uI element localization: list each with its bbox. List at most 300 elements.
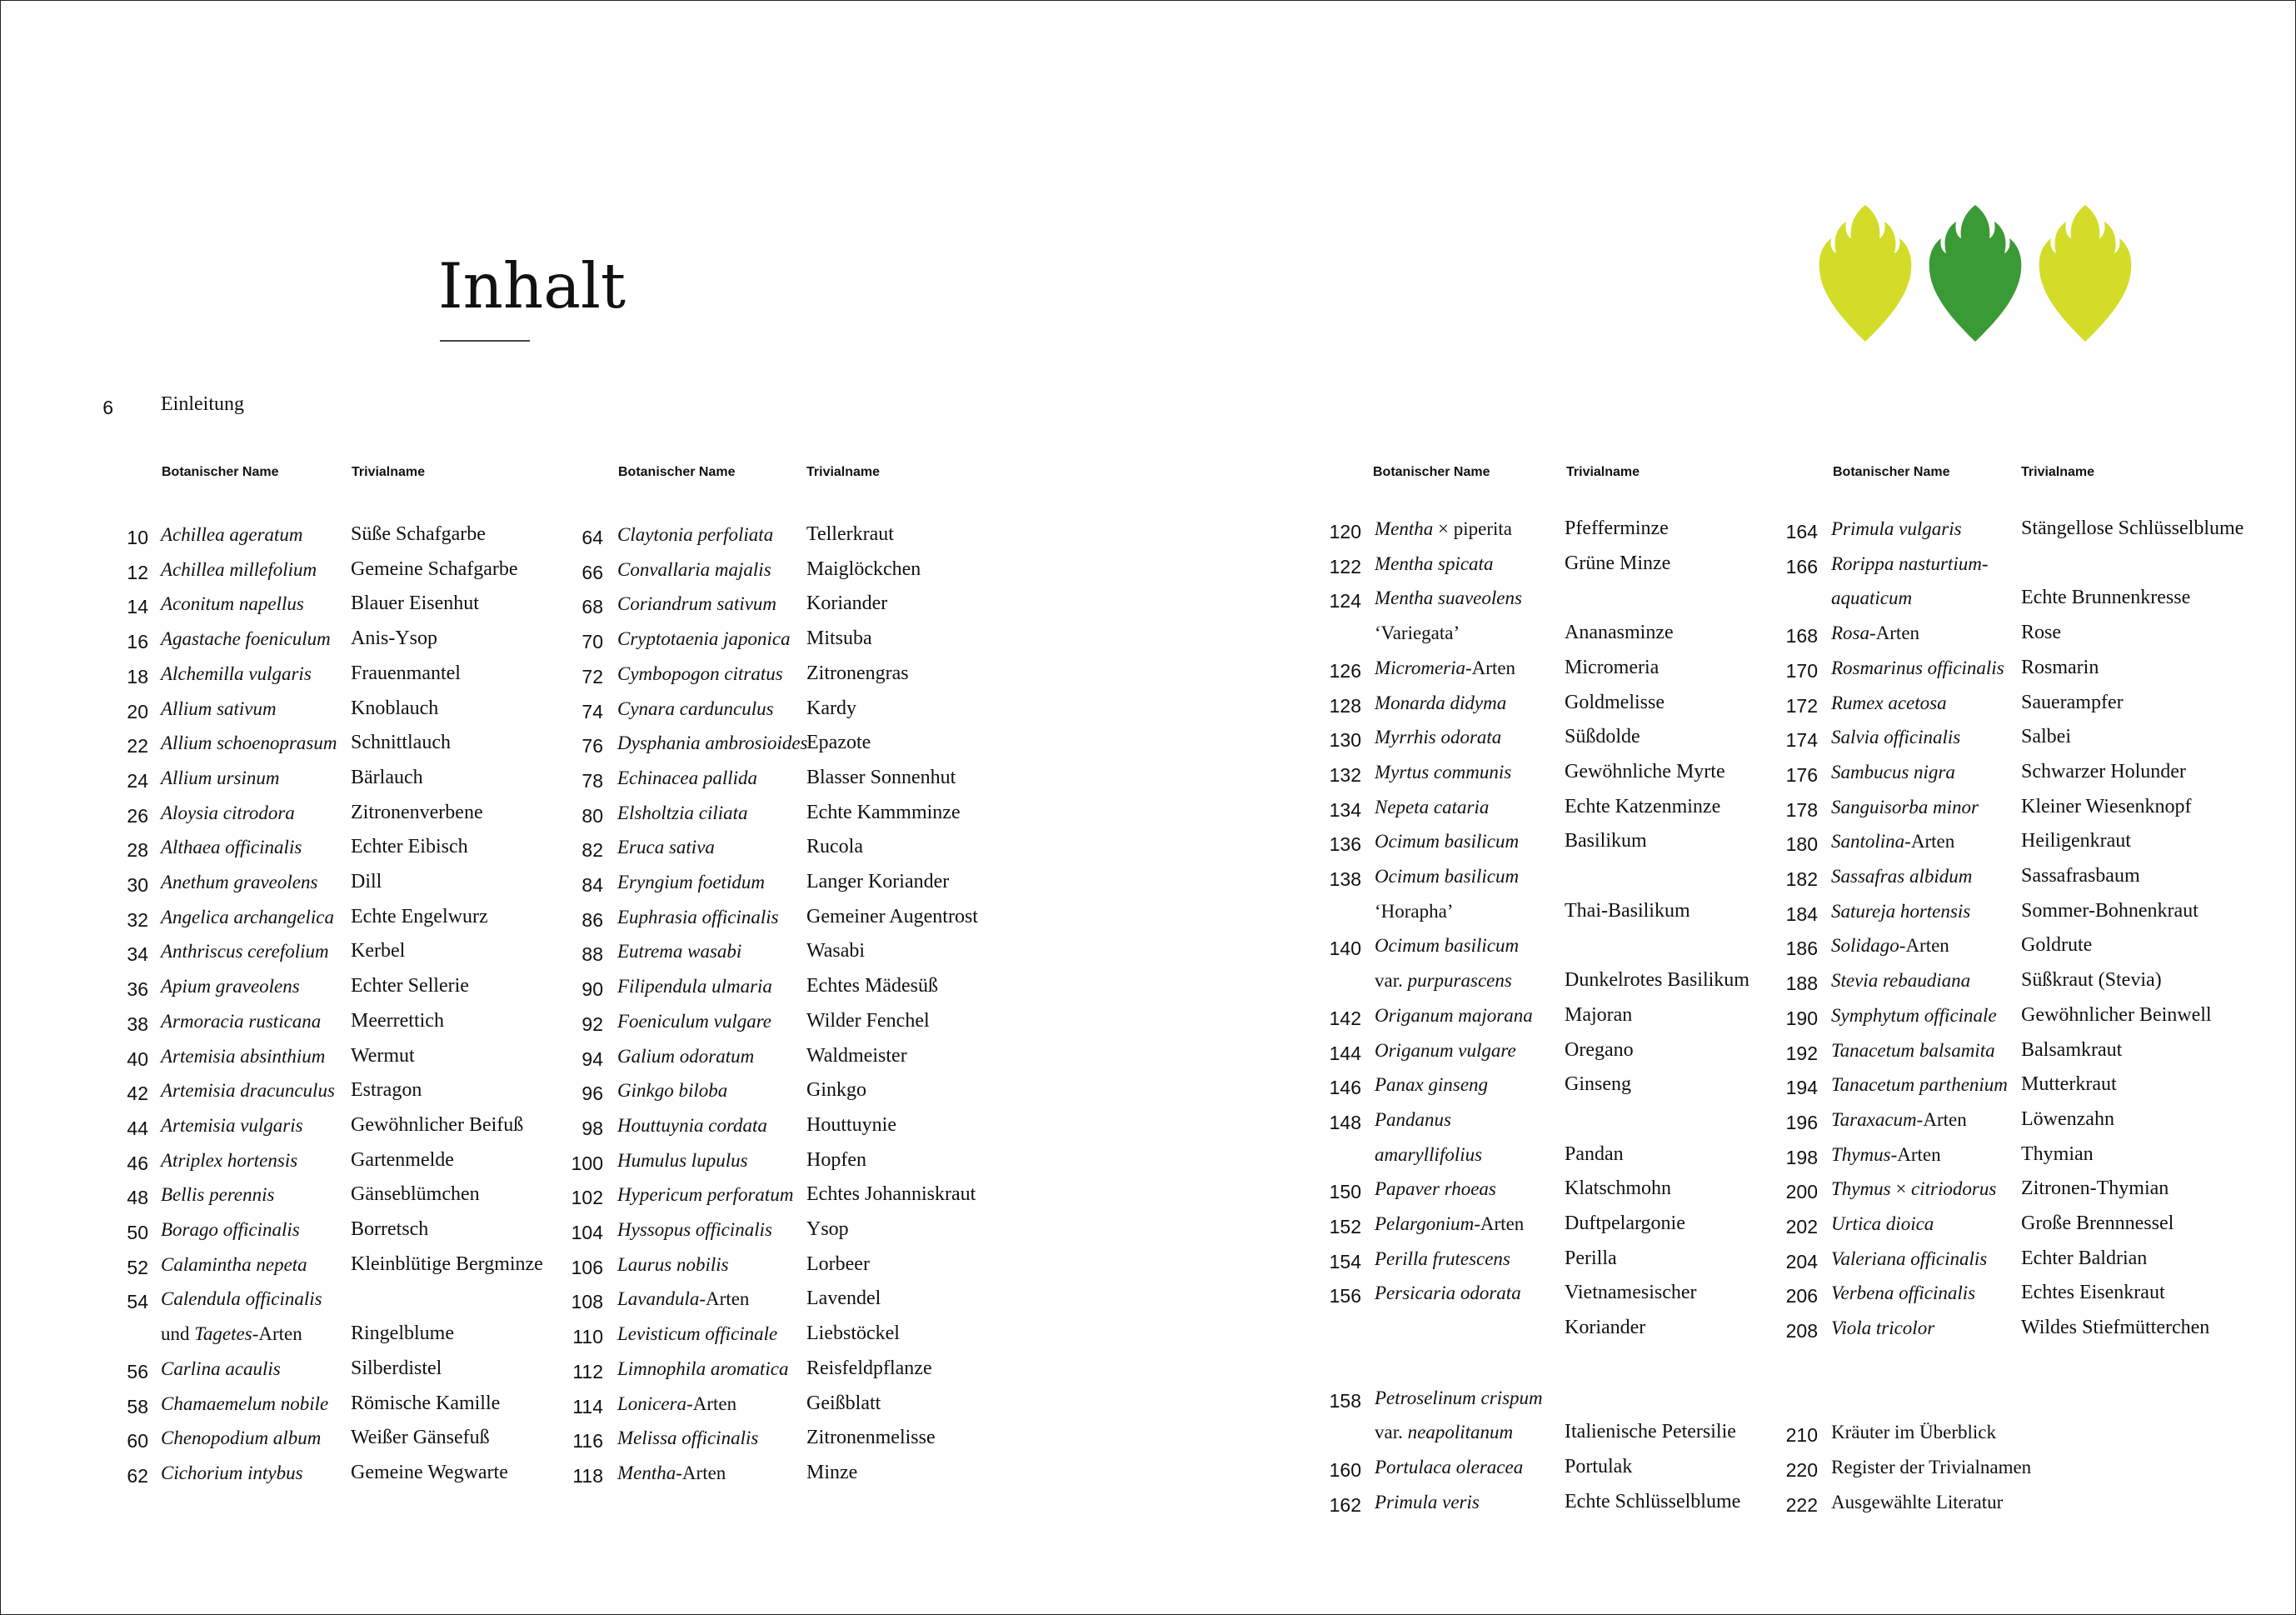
name-segment: Lavandula bbox=[617, 1288, 700, 1310]
name-segment: Elsholtzia ciliata bbox=[617, 802, 748, 823]
page-number: 28 bbox=[127, 839, 148, 862]
page-number: 144 bbox=[1329, 1042, 1361, 1064]
botanical-name bbox=[1831, 1109, 1967, 1131]
common-name: Süßdolde bbox=[1565, 726, 1640, 748]
common-name: Kerbel bbox=[351, 940, 406, 962]
botanical-name bbox=[161, 872, 317, 893]
common-name: Dill bbox=[351, 871, 382, 892]
name-segment: Panax ginseng bbox=[1375, 1074, 1489, 1096]
page-number: 90 bbox=[581, 978, 603, 1001]
common-name: Sassafrasbaum bbox=[2021, 865, 2140, 887]
page-number: 98 bbox=[581, 1117, 603, 1139]
page-number: 60 bbox=[127, 1430, 148, 1452]
page-number: 44 bbox=[127, 1117, 148, 1139]
common-name: Echter Sellerie bbox=[351, 975, 469, 998]
page-number: 48 bbox=[127, 1187, 148, 1209]
page-number: 22 bbox=[127, 735, 148, 758]
common-name: Thymian bbox=[2021, 1142, 2094, 1165]
name-segment: Anethum graveolens bbox=[161, 872, 318, 892]
common-name: Geißblatt bbox=[806, 1392, 881, 1414]
name-segment: Hyssopus officinalis bbox=[617, 1219, 772, 1240]
botanical-name bbox=[1375, 1282, 1521, 1304]
botanical-name bbox=[1375, 622, 1460, 644]
botanical-name bbox=[1831, 553, 1988, 575]
common-name: Mutterkraut bbox=[2021, 1073, 2117, 1096]
common-name: Meerrettich bbox=[351, 1009, 444, 1032]
botanical-name bbox=[161, 1462, 303, 1484]
botanical-name bbox=[617, 976, 772, 998]
botanical-name bbox=[1375, 1388, 1543, 1409]
common-name: Zitronengras bbox=[806, 662, 909, 684]
name-segment: Foeniculum vulgare bbox=[617, 1010, 772, 1032]
botanical-name bbox=[617, 1323, 777, 1345]
name-segment: Urtica dioica bbox=[1831, 1213, 1934, 1234]
name-segment: Houttuynia cordata bbox=[617, 1114, 767, 1136]
common-name: Blasser Sonnenhut bbox=[806, 766, 956, 788]
botanical-name bbox=[1831, 1074, 2008, 1096]
common-name: Silberdistel bbox=[351, 1357, 442, 1379]
page-number: 106 bbox=[571, 1256, 603, 1278]
page-number: 30 bbox=[127, 874, 148, 896]
page-number: 222 bbox=[1785, 1493, 1818, 1516]
page-number: 54 bbox=[127, 1291, 148, 1313]
botanical-name bbox=[161, 1323, 302, 1345]
common-name: Gewöhnlicher Beifuß bbox=[351, 1113, 524, 1136]
page-number: 192 bbox=[1785, 1042, 1818, 1064]
page-number: 108 bbox=[571, 1291, 603, 1313]
name-segment: Tanacetum parthenium bbox=[1831, 1074, 2008, 1096]
botanical-name bbox=[1831, 970, 1970, 992]
botanical-name bbox=[1831, 692, 1947, 714]
botanical-name bbox=[617, 1428, 758, 1449]
name-segment: -Arten bbox=[1869, 622, 1920, 644]
name-segment: Rumex acetosa bbox=[1831, 692, 1947, 713]
name-segment: Filipendula ulmaria bbox=[617, 976, 772, 998]
botanical-name bbox=[1831, 866, 1972, 888]
botanical-name bbox=[617, 1080, 727, 1102]
intro-page-number: 6 bbox=[102, 397, 113, 418]
name-segment: -Arten bbox=[252, 1323, 302, 1345]
name-segment: Ocimum basilicum bbox=[1375, 866, 1520, 887]
name-segment: Althaea officinalis bbox=[161, 837, 302, 858]
name-segment: Viola tricolor bbox=[1831, 1318, 1935, 1339]
page-number: 38 bbox=[127, 1012, 148, 1035]
common-name: Rucola bbox=[806, 836, 863, 858]
name-segment: Aconitum napellus bbox=[161, 593, 304, 615]
name-segment: Borago officinalis bbox=[161, 1219, 300, 1240]
botanical-name bbox=[1831, 1282, 1975, 1304]
name-segment: Monarda didyma bbox=[1375, 692, 1507, 713]
header-botanical: Botanischer Name bbox=[1373, 465, 1490, 479]
name-segment: Echinacea pallida bbox=[617, 767, 757, 788]
name-segment: Cichorium intybus bbox=[161, 1462, 303, 1483]
botanical-name bbox=[1375, 658, 1515, 679]
botanical-name bbox=[1831, 797, 1979, 818]
botanical-name bbox=[161, 1288, 322, 1310]
name-segment: Rosa bbox=[1831, 622, 1869, 644]
name-segment: Allium schoenoprasum bbox=[161, 732, 337, 754]
name-segment: Santolina bbox=[1831, 831, 1905, 852]
botanical-name bbox=[617, 628, 791, 650]
common-name: Süße Schafgarbe bbox=[351, 523, 486, 545]
common-name: Echter Eibisch bbox=[351, 836, 468, 858]
common-name: Echtes Johanniskraut bbox=[806, 1183, 976, 1206]
common-name: Süßkraut (Stevia) bbox=[2021, 969, 2162, 992]
name-segment: Artemisia vulgaris bbox=[161, 1114, 303, 1136]
page-number: 32 bbox=[127, 908, 148, 931]
botanical-name bbox=[161, 907, 334, 928]
header-botanical: Botanischer Name bbox=[1833, 465, 1950, 479]
page-number: 124 bbox=[1329, 590, 1361, 612]
botanical-name bbox=[161, 1011, 321, 1032]
botanical-name bbox=[161, 941, 329, 962]
page-number: 110 bbox=[572, 1326, 603, 1348]
name-segment: Levisticum officinale bbox=[617, 1323, 778, 1345]
botanical-name bbox=[617, 663, 783, 685]
name-segment: -Arten bbox=[1916, 1108, 1967, 1130]
header-botanical: Botanischer Name bbox=[162, 465, 279, 479]
botanical-name bbox=[617, 837, 715, 858]
name-segment: Mentha suaveolens bbox=[1375, 588, 1522, 609]
page-number: 34 bbox=[127, 943, 148, 966]
page-number: 156 bbox=[1329, 1285, 1361, 1308]
page-number: 196 bbox=[1785, 1111, 1818, 1133]
botanical-name bbox=[1831, 518, 1962, 540]
common-name: Wildes Stiefmütterchen bbox=[2021, 1317, 2210, 1339]
page-number: 78 bbox=[581, 769, 603, 792]
name-segment: Nepeta cataria bbox=[1375, 796, 1490, 818]
common-name: Pfefferminze bbox=[1565, 518, 1669, 539]
page-number: 190 bbox=[1785, 1007, 1818, 1029]
common-name: Kardy bbox=[806, 697, 856, 719]
page-number: 82 bbox=[581, 839, 603, 862]
botanical-name bbox=[1375, 692, 1506, 714]
name-segment: Ginkgo biloba bbox=[617, 1080, 728, 1102]
page-number: 104 bbox=[571, 1222, 603, 1243]
common-name: Zitronenmelisse bbox=[806, 1427, 936, 1449]
name-segment: Galium odoratum bbox=[617, 1045, 755, 1067]
page-number: 158 bbox=[1329, 1389, 1361, 1412]
common-name: Echter Baldrian bbox=[2021, 1247, 2148, 1269]
common-name: Gartenmelde bbox=[351, 1148, 454, 1171]
name-segment: Valeriana officinalis bbox=[1831, 1248, 1988, 1269]
botanical-name bbox=[1375, 797, 1489, 818]
common-name: Oregano bbox=[1565, 1038, 1634, 1061]
name-segment: var. bbox=[1375, 1422, 1408, 1443]
botanical-name bbox=[161, 524, 303, 546]
botanical-name bbox=[1831, 1318, 1934, 1339]
header-common: Trivialname bbox=[806, 465, 881, 479]
name-segment: Anthriscus cerefolium bbox=[161, 941, 329, 962]
name-segment: Perilla frutescens bbox=[1375, 1248, 1510, 1269]
page-number: 96 bbox=[581, 1082, 603, 1105]
name-segment: -Arten bbox=[686, 1392, 737, 1414]
name-segment: Tagetes bbox=[194, 1323, 252, 1345]
botanical-name bbox=[1831, 901, 1970, 922]
name-segment: Eruca sativa bbox=[617, 837, 715, 858]
page-number: 168 bbox=[1785, 625, 1818, 648]
page-title: Inhalt bbox=[438, 249, 626, 322]
name-segment: × bbox=[1890, 1178, 1912, 1200]
common-name: Estragon bbox=[351, 1079, 422, 1102]
common-name: Echte Brunnenkresse bbox=[2021, 587, 2191, 609]
common-name: Echte Schlüsselblume bbox=[1565, 1490, 1741, 1512]
leaf-icon bbox=[1818, 203, 1913, 343]
name-segment: Cynara cardunculus bbox=[617, 698, 774, 719]
botanical-name bbox=[1831, 588, 1912, 609]
name-segment: und bbox=[161, 1323, 195, 1345]
name-segment: Achillea millefolium bbox=[161, 558, 317, 580]
botanical-name bbox=[161, 1046, 325, 1068]
name-segment: Carlina acaulis bbox=[161, 1358, 281, 1379]
page-number: 172 bbox=[1785, 694, 1818, 717]
common-name: Salbei bbox=[2021, 726, 2071, 748]
botanical-name bbox=[161, 593, 304, 615]
page-number: 184 bbox=[1785, 902, 1818, 925]
page-number: 200 bbox=[1785, 1181, 1818, 1203]
botanical-name bbox=[1375, 1074, 1488, 1096]
common-name: Goldrute bbox=[2021, 934, 2093, 957]
page-number: 76 bbox=[581, 735, 603, 758]
botanical-name bbox=[1375, 1109, 1451, 1131]
name-segment: Petroselinum crispum bbox=[1375, 1387, 1543, 1408]
botanical-name bbox=[1831, 1492, 2003, 1513]
common-name: Thai-Basilikum bbox=[1565, 899, 1690, 922]
botanical-name bbox=[1831, 727, 1960, 748]
common-name: Gewöhnlicher Beinwell bbox=[2021, 1003, 2212, 1026]
name-segment: Cryptotaenia japonica bbox=[617, 628, 791, 650]
botanical-name bbox=[161, 1115, 303, 1137]
common-name: Ringelblume bbox=[351, 1322, 454, 1345]
page-number: 140 bbox=[1329, 938, 1361, 960]
name-segment: Artemisia absinthium bbox=[161, 1045, 326, 1067]
botanical-name bbox=[1375, 727, 1501, 748]
page-number: 58 bbox=[127, 1395, 148, 1418]
page-number: 80 bbox=[581, 804, 603, 827]
name-segment: Symphytum officinale bbox=[1831, 1004, 1997, 1026]
name-segment: Allium ursinum bbox=[161, 767, 280, 788]
page-number: 114 bbox=[572, 1395, 603, 1418]
name-segment: -Arten bbox=[676, 1462, 726, 1483]
botanical-name bbox=[1831, 1144, 1941, 1166]
common-name: Löwenzahn bbox=[2021, 1108, 2114, 1130]
name-segment: Satureja hortensis bbox=[1831, 900, 1971, 922]
name-segment: Cymbopogon citratus bbox=[617, 662, 783, 684]
page-number: 100 bbox=[571, 1152, 603, 1174]
page-number: 46 bbox=[127, 1152, 148, 1174]
botanical-name bbox=[617, 1254, 729, 1276]
name-segment: Sassafras albidum bbox=[1831, 866, 1973, 887]
common-name: Zitronen-Thymian bbox=[2021, 1178, 2169, 1200]
common-name: Grüne Minze bbox=[1565, 552, 1671, 574]
header-common: Trivialname bbox=[2021, 465, 2095, 479]
botanical-name bbox=[1831, 622, 1919, 644]
name-segment: Coriandrum sativum bbox=[617, 593, 777, 615]
name-segment: aquaticum bbox=[1831, 588, 1913, 609]
intro-label: Einleitung bbox=[161, 393, 244, 415]
name-segment: Stevia rebaudiana bbox=[1831, 970, 1971, 992]
name-segment: Armoracia rusticana bbox=[161, 1010, 322, 1032]
common-name: Minze bbox=[806, 1461, 858, 1483]
page-number: 152 bbox=[1329, 1216, 1361, 1238]
page-number: 202 bbox=[1785, 1216, 1818, 1238]
name-segment: Agastache foeniculum bbox=[161, 628, 331, 650]
name-segment: -Arten bbox=[1899, 935, 1949, 957]
page-number: 20 bbox=[127, 700, 148, 722]
botanical-name bbox=[617, 593, 776, 615]
page-number: 188 bbox=[1785, 972, 1818, 995]
botanical-name bbox=[161, 1184, 274, 1206]
common-name: Heiligenkraut bbox=[2021, 830, 2131, 852]
name-segment: Claytonia perfoliata bbox=[617, 524, 774, 545]
common-name: Liebstöckel bbox=[806, 1322, 900, 1345]
header-botanical: Botanischer Name bbox=[618, 465, 736, 479]
botanical-name bbox=[617, 698, 774, 720]
botanical-name bbox=[1375, 831, 1519, 852]
botanical-name bbox=[617, 732, 808, 754]
common-name: Echte Engelwurz bbox=[351, 905, 488, 928]
page-number: 142 bbox=[1329, 1007, 1361, 1029]
botanical-name bbox=[1375, 1457, 1523, 1478]
page-number: 170 bbox=[1785, 659, 1818, 682]
common-name: Italienische Petersilie bbox=[1565, 1421, 1736, 1443]
page-number: 64 bbox=[581, 527, 603, 548]
page-number: 86 bbox=[581, 908, 603, 931]
common-name: Stängellose Schlüsselblume bbox=[2021, 518, 2244, 539]
botanical-name bbox=[1831, 1248, 1987, 1270]
page-number: 138 bbox=[1329, 868, 1361, 890]
page-number: 92 bbox=[581, 1012, 603, 1035]
page-number: 166 bbox=[1785, 555, 1818, 578]
name-segment: Atriplex hortensis bbox=[161, 1149, 298, 1171]
name-segment: Ocimum basilicum bbox=[1375, 935, 1520, 957]
botanical-name bbox=[1375, 1213, 1524, 1235]
page-number: 102 bbox=[571, 1187, 603, 1209]
common-name: Weißer Gänsefuß bbox=[351, 1427, 490, 1449]
common-name: Blauer Eisenhut bbox=[351, 592, 479, 615]
common-name: Ananasminze bbox=[1565, 622, 1674, 644]
name-segment: var. bbox=[1375, 970, 1408, 992]
botanical-name bbox=[1375, 1005, 1533, 1027]
botanical-name bbox=[1831, 935, 1949, 957]
common-name: Mitsuba bbox=[806, 628, 872, 650]
name-segment: Limnophila aromatica bbox=[617, 1358, 789, 1379]
page-number: 176 bbox=[1785, 763, 1818, 786]
name-segment: Origanum majorana bbox=[1375, 1004, 1533, 1026]
botanical-name bbox=[1831, 658, 2004, 679]
common-name: Echte Kammminze bbox=[806, 801, 961, 823]
botanical-name bbox=[161, 1428, 321, 1449]
common-name: Houttuynie bbox=[806, 1113, 896, 1136]
botanical-name bbox=[1831, 831, 1954, 852]
page-number: 194 bbox=[1785, 1077, 1818, 1099]
botanical-name bbox=[617, 1115, 767, 1137]
page-number: 52 bbox=[127, 1256, 148, 1278]
botanical-name bbox=[161, 1219, 300, 1241]
name-segment: Rosmarinus officinalis bbox=[1831, 657, 2004, 678]
page-number: 220 bbox=[1785, 1458, 1818, 1481]
common-name: Wilder Fenchel bbox=[806, 1009, 930, 1032]
common-name: Sommer-Bohnenkraut bbox=[2021, 899, 2199, 922]
common-name: Schwarzer Holunder bbox=[2021, 760, 2186, 782]
name-segment: Papaver rhoeas bbox=[1375, 1178, 1496, 1200]
leaf-icon bbox=[2038, 203, 2133, 343]
botanical-name bbox=[161, 698, 277, 720]
page-number: 70 bbox=[581, 631, 603, 653]
name-segment: Bellis perennis bbox=[161, 1184, 275, 1206]
page-number: 132 bbox=[1329, 763, 1361, 786]
common-name: Maiglöckchen bbox=[806, 558, 921, 580]
name-segment: Taraxacum bbox=[1831, 1108, 1917, 1130]
page-number: 120 bbox=[1329, 521, 1361, 542]
name-segment: Calendula officinalis bbox=[161, 1288, 322, 1310]
page-number: 72 bbox=[581, 665, 603, 688]
page-number: 16 bbox=[127, 631, 148, 653]
page-number: 126 bbox=[1329, 659, 1361, 682]
name-segment: Thymus bbox=[1831, 1178, 1891, 1200]
name-segment: Mentha bbox=[617, 1462, 676, 1483]
botanical-name bbox=[617, 1184, 793, 1206]
page-number: 14 bbox=[127, 596, 148, 618]
botanical-name bbox=[1375, 1248, 1510, 1270]
name-segment: Convallaria majalis bbox=[617, 558, 771, 580]
botanical-name bbox=[1375, 1492, 1480, 1513]
name-segment: Verbena officinalis bbox=[1831, 1282, 1976, 1304]
botanical-name bbox=[617, 1358, 789, 1380]
name-segment: Sambucus nigra bbox=[1831, 761, 1955, 782]
botanical-name bbox=[161, 837, 302, 858]
botanical-name bbox=[161, 1150, 297, 1172]
page-number: 50 bbox=[127, 1222, 148, 1243]
name-segment: Pelargonium bbox=[1375, 1213, 1475, 1234]
name-segment: Ausgewählte Literatur bbox=[1831, 1491, 2004, 1512]
name-segment: Chenopodium album bbox=[161, 1428, 322, 1449]
botanical-name bbox=[617, 907, 779, 928]
botanical-name bbox=[161, 1358, 281, 1380]
botanical-name bbox=[161, 628, 331, 650]
botanical-name bbox=[1831, 762, 1955, 783]
common-name: Langer Koriander bbox=[806, 871, 950, 892]
name-segment: Dysphania ambrosioides bbox=[617, 732, 808, 754]
page-number: 134 bbox=[1329, 798, 1361, 821]
common-name: Tellerkraut bbox=[806, 523, 894, 545]
common-name: Basilikum bbox=[1565, 830, 1647, 852]
page-number: 174 bbox=[1785, 729, 1818, 752]
common-name: Perilla bbox=[1565, 1247, 1617, 1269]
common-name: Lorbeer bbox=[806, 1252, 870, 1275]
name-segment: Tanacetum balsamita bbox=[1831, 1039, 1995, 1061]
botanical-name bbox=[617, 872, 765, 893]
botanical-name bbox=[1831, 1213, 1934, 1235]
common-name: Sauerampfer bbox=[2021, 691, 2124, 713]
name-segment: Myrtus communis bbox=[1375, 761, 1512, 782]
botanical-name bbox=[617, 768, 757, 789]
page-number: 198 bbox=[1785, 1146, 1818, 1168]
botanical-name bbox=[617, 941, 741, 962]
page-number: 112 bbox=[572, 1360, 603, 1382]
page-number: 36 bbox=[127, 978, 148, 1001]
page-number: 178 bbox=[1785, 798, 1818, 821]
name-segment: Persicaria odorata bbox=[1375, 1282, 1521, 1304]
name-segment: Micromeria bbox=[1375, 657, 1466, 678]
name-segment: Apium graveolens bbox=[161, 976, 300, 998]
common-name: Gemeine Schafgarbe bbox=[351, 558, 518, 580]
name-segment: Solidago bbox=[1831, 935, 1899, 957]
common-name: Kleiner Wiesenknopf bbox=[2021, 795, 2192, 818]
page-number: 128 bbox=[1329, 694, 1361, 717]
common-name: Rose bbox=[2021, 622, 2061, 644]
common-name: Balsamkraut bbox=[2021, 1038, 2123, 1061]
